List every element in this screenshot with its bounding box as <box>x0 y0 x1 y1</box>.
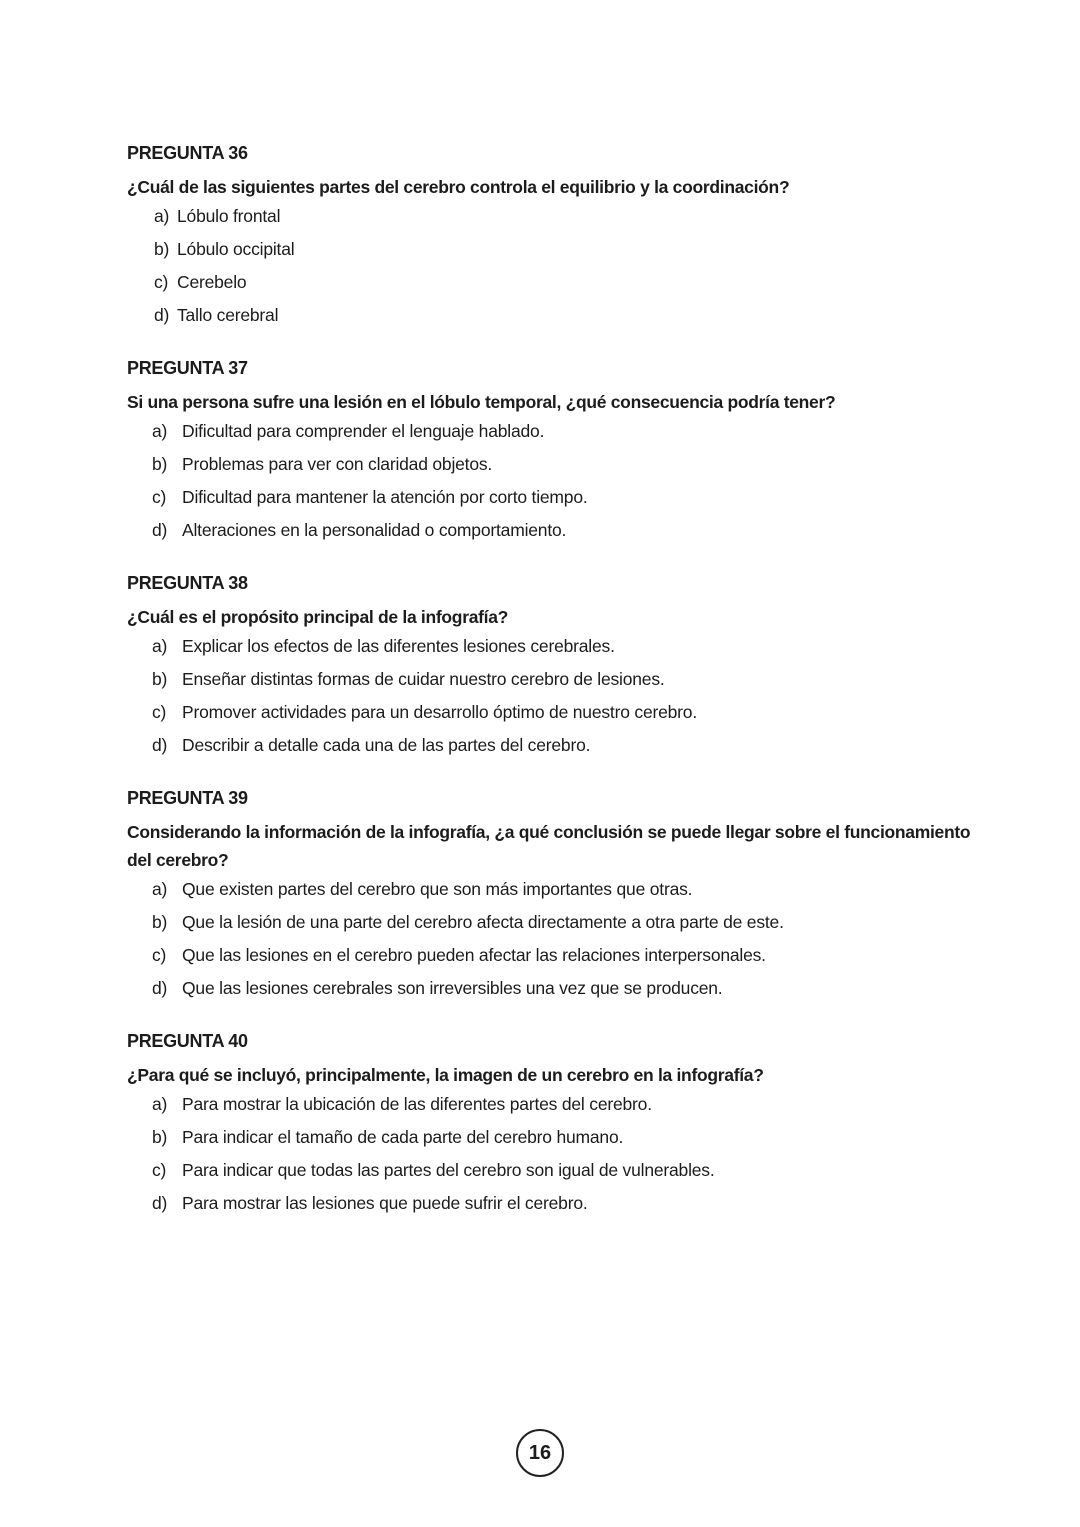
option-letter: c) <box>152 702 167 722</box>
option-letter: a) <box>152 421 168 441</box>
option-row <box>152 702 980 722</box>
options-list <box>127 1094 980 1213</box>
option-letter: b) <box>152 454 168 474</box>
option-text: Describir a detalle cada una de las partes del cerebro. <box>182 735 591 755</box>
option-row <box>152 879 980 899</box>
option-row <box>152 421 980 441</box>
option-letter: c) <box>152 1160 167 1180</box>
option-row <box>154 272 980 292</box>
option-row <box>152 1160 980 1180</box>
options-list <box>127 421 980 540</box>
option-row <box>152 945 980 965</box>
option-row <box>152 1193 980 1213</box>
option-text: Que la lesión de una parte del cerebro afecta directamente a otra parte de este. <box>182 912 784 932</box>
option-letter: d) <box>154 305 170 325</box>
question-block-38 <box>127 573 980 755</box>
question-heading: PREGUNTA 40 <box>127 1031 248 1051</box>
option-letter: b) <box>154 239 170 259</box>
option-row <box>154 206 980 226</box>
option-letter: d) <box>152 978 168 998</box>
option-row <box>152 487 980 507</box>
option-letter: b) <box>152 1127 168 1147</box>
question-heading: PREGUNTA 37 <box>127 358 248 378</box>
options-list <box>127 879 980 998</box>
option-letter: a) <box>152 879 168 899</box>
option-text: Tallo cerebral <box>177 305 279 325</box>
option-row <box>152 1127 980 1147</box>
option-row <box>154 305 980 325</box>
question-block-40 <box>127 1031 980 1213</box>
option-text: Alteraciones en la personalidad o comportamiento. <box>182 520 567 540</box>
options-list <box>127 206 980 325</box>
option-letter: c) <box>152 487 167 507</box>
option-row <box>152 520 980 540</box>
option-row <box>154 239 980 259</box>
option-text: Para indicar el tamaño de cada parte del cerebro humano. <box>182 1127 624 1147</box>
option-text: Dificultad para comprender el lenguaje hablado. <box>182 421 545 441</box>
option-letter: a) <box>152 636 168 656</box>
option-row <box>152 912 980 932</box>
page-number-badge: 16 <box>516 1429 564 1477</box>
question-block-36 <box>127 143 980 325</box>
option-letter: d) <box>152 735 168 755</box>
option-letter: d) <box>152 520 168 540</box>
option-row <box>152 978 980 998</box>
question-heading: PREGUNTA 36 <box>127 143 248 163</box>
option-row <box>152 735 980 755</box>
option-text: Para mostrar la ubicación de las diferentes partes del cerebro. <box>182 1094 652 1114</box>
option-letter: b) <box>152 669 168 689</box>
option-text: Promover actividades para un desarrollo óptimo de nuestro cerebro. <box>182 702 697 722</box>
question-heading: PREGUNTA 38 <box>127 573 248 593</box>
option-row <box>152 1094 980 1114</box>
option-text: Para indicar que todas las partes del cerebro son igual de vulnerables. <box>182 1160 715 1180</box>
options-list <box>127 636 980 755</box>
option-text: Que las lesiones cerebrales son irreversibles una vez que se producen. <box>182 978 723 998</box>
option-row <box>152 669 980 689</box>
question-prompt: Si una persona sufre una lesión en el lóbulo temporal, ¿qué consecuencia podría tener? <box>127 392 836 412</box>
option-letter: c) <box>154 272 169 292</box>
question-prompt: ¿Cuál es el propósito principal de la infografía? <box>127 607 509 627</box>
option-text: Dificultad para mantener la atención por corto tiempo. <box>182 487 588 507</box>
option-text: Lóbulo frontal <box>177 206 281 226</box>
question-block-37 <box>127 358 980 540</box>
option-text: Explicar los efectos de las diferentes lesiones cerebrales. <box>182 636 615 656</box>
option-letter: c) <box>152 945 167 965</box>
option-letter: a) <box>154 206 170 226</box>
question-prompt: ¿Cuál de las siguientes partes del cerebro controla el equilibrio y la coordinación? <box>127 177 790 197</box>
option-text: Enseñar distintas formas de cuidar nuestro cerebro de lesiones. <box>182 669 665 689</box>
option-text: Problemas para ver con claridad objetos. <box>182 454 493 474</box>
option-text: Que existen partes del cerebro que son más importantes que otras. <box>182 879 693 899</box>
question-heading: PREGUNTA 39 <box>127 788 248 808</box>
option-text: Cerebelo <box>177 272 247 292</box>
question-prompt: ¿Para qué se incluyó, principalmente, la imagen de un cerebro en la infografía? <box>127 1065 764 1085</box>
option-text: Que las lesiones en el cerebro pueden afectar las relaciones interpersonales. <box>182 945 766 965</box>
question-prompt: Considerando la información de la infografía, ¿a qué conclusión se puede llegar sobre el funcionamiento del cerebro? <box>127 822 971 870</box>
question-block-39 <box>127 788 980 998</box>
option-text: Lóbulo occipital <box>177 239 295 259</box>
option-row <box>152 636 980 656</box>
option-text: Para mostrar las lesiones que puede sufrir el cerebro. <box>182 1193 588 1213</box>
option-letter: a) <box>152 1094 168 1114</box>
option-letter: d) <box>152 1193 168 1213</box>
option-letter: b) <box>152 912 168 932</box>
option-row <box>152 454 980 474</box>
